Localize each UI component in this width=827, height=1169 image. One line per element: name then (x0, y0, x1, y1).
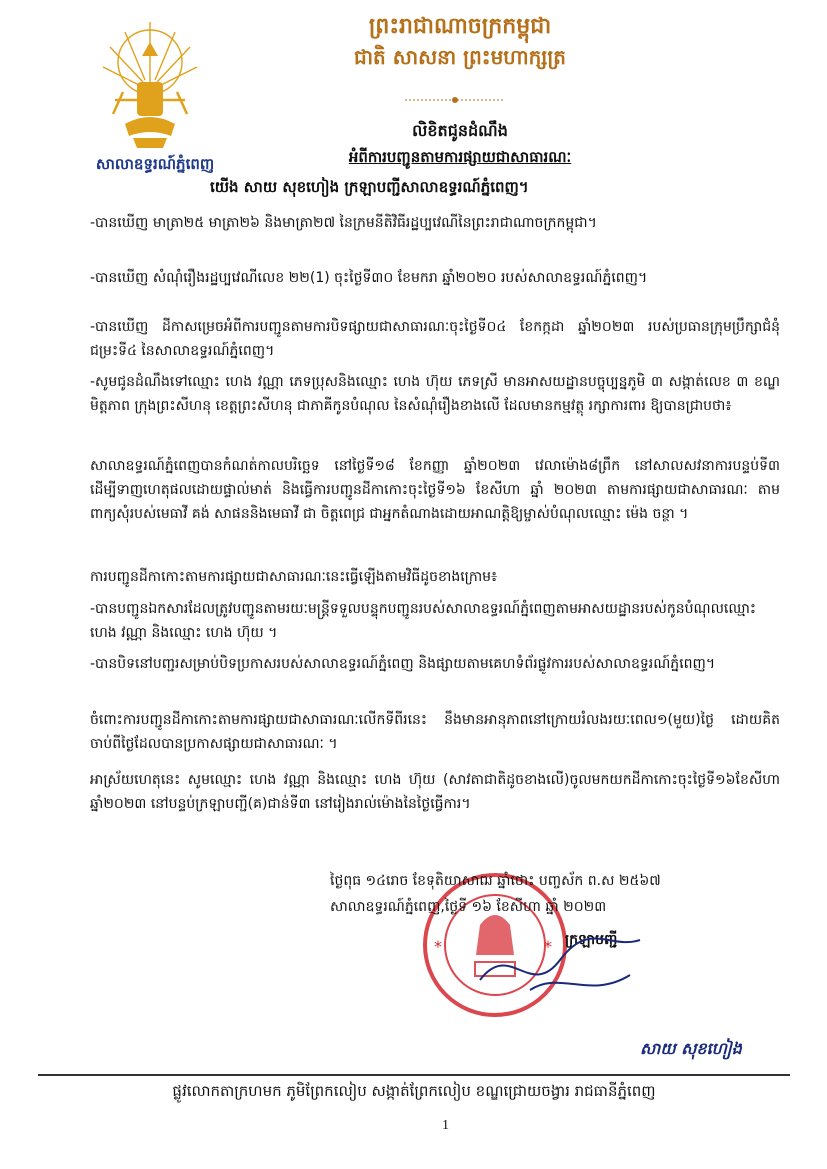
paragraph-8: -បានបិទនៅបញ្ជរសម្រាប់បិទប្រកាសរបស់សាលាឧទ្ធរណ៍ភ្នំពេញ និងផ្សាយតាមគេហទំព័រផ្លូវការរបស់សាលាឧទ្ធរណ៍ភ្នំពេញ។ (90, 656, 716, 672)
paragraph-6: ការបញ្ជូនដីកាកោះតាមការផ្សាយជាសាធារណៈនេះធ្វើឡើងតាមវិធីដូចខាងក្រោម៖ (90, 569, 498, 585)
svg-text:*: * (434, 937, 442, 956)
svg-text:*: * (544, 937, 552, 956)
ornament-divider-icon (405, 96, 505, 104)
footer-address: ផ្លូវលោកតាក្រហមក ភូមិព្រែកលៀប សង្កាត់ព្រែកលៀប ខណ្ឌជ្រោយចង្វារ រាជធានីភ្នំពេញ (172, 1082, 656, 1100)
paragraph-2: -បានឃើញ សំណុំរឿងរដ្ឋប្បវេណីលេខ ២២(1) ចុះថ្ងៃទី៣០ ខែមករា ឆ្នាំ២០២០ របស់សាលាឧទ្ធរណ៍ភ្នំពេញ។ (90, 270, 648, 286)
document-subject: អំពីការបញ្ជូនតាមការផ្សាយជាសាធារណៈ (348, 148, 572, 166)
kingdom-motto (300, 12, 620, 72)
date-block (330, 868, 770, 920)
royal-emblem-icon (85, 12, 215, 152)
paragraph-10: អាស្រ័យហេតុនេះ សូមឈ្មោះ ហេង វណ្ណា និងឈ្មោះ ហេង ហ៊ុយ (សាវតាជាតិដូចខាងលើ)ចូលមកយកដីកាកោះចុះថ្ងៃទី១៦ខែសីហា ឆ្នាំ២០២៣ នៅបន្ទប់ក្រឡាបញ្ជី(គ)ជាន់ទី៣ នៅរៀងរាល់ម៉ោងនៃថ្ងៃធ្វើការ។ (90, 772, 780, 812)
lunar-date: ថ្ងៃពុធ ១៤រោច ខែទុតិយាសាឍ ឆ្នាំថោះ បញ្ចស័ក ព.ស ២៥៦៧ (330, 873, 661, 889)
document-title: លិខិតជូនដំណឹង (412, 121, 508, 140)
signer-title: ក្រឡាបញ្ជី (565, 932, 618, 948)
footer-divider (38, 1074, 790, 1076)
page-number: 1 (442, 1118, 449, 1133)
paragraph-1: -បានឃើញ មាត្រា២៥ មាត្រា២៦ និងមាត្រា២៧ នៃក្រមនីតិវិធីរដ្ឋប្បវេណីនៃព្រះរាជាណាចក្រកម្ពុជា។ (90, 215, 597, 231)
court-name: សាលាឧទ្ធរណ៍ភ្នំពេញ (95, 155, 215, 173)
kingdom-line-1: ព្រះរាជាណាចក្រកម្ពុជា (368, 14, 552, 39)
paragraph-3: -បានឃើញ ដីកាសម្រេចអំពីការបញ្ជូនតាមការបិទផ្សាយជាសាធារណៈចុះថ្ងៃទី០៤ ខែកក្កដា ឆ្នាំ២០២៣ របស់ប្រធានក្រុមប្រឹក្សាជំនុំជម្រះទី៤ នៃសាលាឧទ្ធរណ៍ភ្នំពេញ។ (90, 319, 780, 359)
kingdom-line-2: ជាតិ សាសនា ព្រះមហាក្សត្រ (354, 45, 566, 69)
solar-date: សាលាឧទ្ធរណ៍ភ្នំពេញ,ថ្ងៃទី ១៦ ខែសីហា ឆ្នាំ ២០២៣ (330, 899, 607, 915)
paragraph-5: សាលាឧទ្ធរណ៍ភ្នំពេញបានកំណត់កាលបរិច្ឆេទ នៅថ្ងៃទី១៨ ខែកញ្ញា ឆ្នាំ២០២៣ វេលាម៉ោង៨ព្រឹក នៅសាលសវនាការបន្ទប់ទី៣ ដើម្បីទាញហេតុផលដោយផ្ទាល់មាត់ និងធ្វើការបញ្ជូនដីកាកោះចុះថ្ងៃទី១៦ ខែសីហា ឆ្នាំ ២០២៣ តាមការផ្សាយជាសាធារណៈ តាមពាក្យសុំរបស់មេធាវី គង់ សាផននិងមេធាវី ជា ចិត្តពេជ្រ ជាអ្នកតំណាងដោយអាណត្តិឱ្យម្ចាស់បំណុលឈ្មោះ ម៉េង ចន្ថា ។ (90, 458, 780, 522)
paragraph-4: -សូមជូនដំណឹងទៅឈ្មោះ ហេង វណ្ណា ភេទប្រុសនិងឈ្មោះ ហេង ហ៊ុយ ភេទស្រី មានអាសយដ្ឋានបច្ចុប្បន្នភូមិ ៣ សង្កាត់លេខ ៣ ខណ្ឌមិត្តភាព ក្រុងព្រះសីហនុ ខេត្តព្រះសីហនុ ជាភាគីកូនបំណុល នៃសំណុំរឿងខាងលើ ដែលមានកម្មវត្ថុ រក្សាការពារ ឱ្យបានជ្រាបថា៖ (90, 374, 780, 414)
handwritten-signature-icon (470, 920, 650, 1010)
paragraph-9: ចំពោះការបញ្ជូនដីកាកោះតាមការផ្សាយជាសាធារណៈលើកទីពីរនេះ នឹងមានអានុភាពនៅក្រោយរំលងរយៈពេល១(មួយ)ថ្ងៃ ដោយគិតចាប់ពីថ្ងៃដែលបានប្រកាសផ្សាយជាសាធារណៈ ។ (90, 712, 780, 752)
signer-name: សាយ សុខហៀង (640, 1039, 742, 1058)
paragraph-7: -បានបញ្ជូនឯកសារដែលត្រូវបញ្ជូនតាមរយៈមន្ត្រីទទួលបន្ទុកបញ្ជូនរបស់សាលាឧទ្ធរណ៍ភ្នំពេញតាមអាសយដ្ឋានរបស់កូនបំណុលឈ្មោះ ហេង វណ្ណា និងឈ្មោះ ហេង ហ៊ុយ ។ (90, 601, 757, 641)
document-issuer: យើង សាយ សុខហៀង ក្រឡាបញ្ជីសាលាឧទ្ធរណ៍ភ្នំពេញ។ (210, 178, 529, 196)
